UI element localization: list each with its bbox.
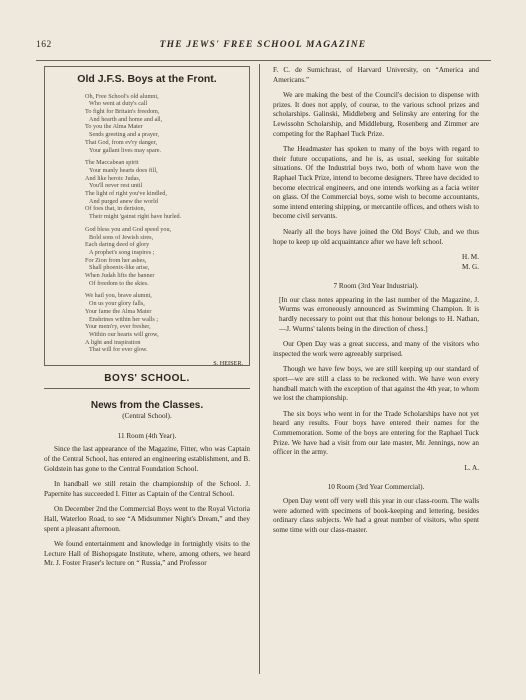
- article-paragraph: We are making the best of the Council's decision to dispense with prizes. It does not apply, of course, to the various school prizes and scholarships. Galinski, Middleberg and Selinsky are entering for the Lewissohn Scholarship, and Middleburg, Rosenberg and Zimmer are competing for the Raphael Tuck Prize.: [273, 91, 479, 138]
- poem-line: Your manly hearts does fill,: [89, 166, 158, 174]
- poem-stanza: [85, 292, 243, 354]
- news-subtitle: (Central School).: [122, 412, 172, 421]
- article-paragraph: F. C. de Sumichrast, of Harvard University, on “America and Americans.”: [273, 66, 479, 84]
- poem-line: When Judah lifts the banner: [85, 272, 155, 280]
- poem-line: The light of right you've kindled,: [85, 190, 167, 198]
- poem-stanza: [85, 226, 243, 288]
- poem-title: Old J.F.S. Boys at the Front.: [77, 73, 217, 85]
- poem-line: To you the Alma Mater: [85, 123, 143, 131]
- poem-line: Each daring deed of glory: [85, 241, 150, 249]
- poem-line: And hearth and home and all,: [89, 115, 163, 123]
- editorial-note: [In our class notes appearing in the last number of the Magazine, J. Wurms was erroneously announced as Swimming Champion. It is hardly necessary to point out that this honour belongs to H. Nathan,—J. Wurms' talents being in the direction of chess.]: [279, 295, 479, 333]
- poem-line: A light and inspiration: [85, 338, 141, 346]
- room-heading: 10 Room (3rd Year Commercial).: [327, 483, 425, 492]
- article-paragraph: Though we have few boys, we are still keeping up our standard of sport—we are still a class to be reckoned with. We have won every handball match with the exception of that against the 4th year, to whom we lost the championship.: [273, 365, 479, 403]
- poem-line: For Zion from her ashes,: [85, 256, 147, 264]
- article-paragraph: Since the last appearance of the Magazine, Fitter, who was Captain of the Central School, has entered an engineering establishment, and B. Goldstein has gone to the Central Foundation School.: [44, 445, 250, 473]
- poem-line: A prophet's song inspires ;: [89, 248, 155, 256]
- poem-line: And like heroic Judas,: [85, 174, 141, 182]
- article-paragraph: Nearly all the boys have joined the Old Boys' Club, and we thus hope to keep up old acquaintance after we have left school.: [273, 227, 479, 246]
- column-divider: [259, 64, 260, 674]
- poem-line: Bold sons of Jewish sires,: [89, 233, 154, 241]
- right-column: [273, 66, 479, 541]
- section-title: BOYS' SCHOOL.: [104, 373, 190, 384]
- signature: M. G.: [462, 262, 479, 271]
- poem-line: Of freedom to the skies.: [89, 279, 149, 287]
- signature: H. M.: [462, 253, 479, 262]
- article-paragraph: The six boys who went in for the Trade Scholarships have not yet heard any results. Four boys have entered their names for the Commemoration. Some of the boys are entering for the Raphael Tuck Prize. We have had a visit from our late master, Mr. Jennings, now an officer in the army.: [273, 409, 479, 457]
- room-heading: 11 Room (4th Year).: [117, 431, 177, 440]
- page-header: [36, 40, 490, 50]
- poem-line: Enshrines within her walls ;: [89, 315, 159, 323]
- poem-line: And purged anew the world: [89, 197, 158, 205]
- room-heading: 7 Room (3rd Year Industrial).: [333, 282, 419, 291]
- poem-line: The Maccabean spirit: [85, 159, 139, 167]
- page-number: 162: [36, 40, 52, 50]
- poem-line: Your fame the Alma Mater: [85, 307, 152, 315]
- news-title: News from the Classes.: [90, 399, 204, 411]
- magazine-title: THE JEWS' FREE SCHOOL MAGAZINE: [159, 40, 367, 50]
- poem-line: Who went at duty's call: [89, 100, 148, 108]
- section-rule: [44, 388, 250, 389]
- poem-stanza: [85, 93, 243, 155]
- poem-line: Of foes that, in derision,: [85, 205, 146, 213]
- article-paragraph: In handball we still retain the championship of the School. J. Papernite has succeeded I. Fitter as Captain of the Central School.: [44, 480, 250, 498]
- poem-line: Shall phoenix-like arise,: [89, 264, 150, 272]
- article-paragraph: On December 2nd the Commercial Boys went to the Royal Victoria Hall, Waterloo Road, to see “A Midsummer Night's Dream,” and they spent a pleasant afternoon.: [44, 505, 250, 533]
- article-paragraph: Our Open Day was a great success, and many of the visitors who inspected the work were agreeably surprised.: [273, 340, 479, 358]
- signature: L. A.: [464, 463, 479, 472]
- poem-body: [51, 93, 243, 355]
- poem-line: That will for ever glow.: [89, 346, 148, 354]
- poem-stanza: [85, 159, 243, 221]
- poem-line: Their might 'gainst right have hurled.: [89, 213, 182, 221]
- poem-signature: S. HEISER.: [213, 360, 243, 368]
- poem-line: To fight for Britain's freedom,: [85, 108, 160, 115]
- header-rule: [36, 60, 491, 61]
- poem-box: [44, 66, 250, 366]
- article-paragraph: We found entertainment and knowledge in fortnightly visits to the Lecture Hall of Bishopsgate Institute, where, among others, we heard Mr. J. Foster Fraser's lecture on “ Russia,” and Professor: [44, 540, 250, 568]
- article-paragraph: The Headmaster has spoken to many of the boys with regard to their future occupations, and he is, as usual, seeking for suitable situations. Of the Industrial boys two, both of whom have won the Raphael Tuck Prize, intend to become designers. Three have decided to become electrical engineers, and one intends working as a facia writer on glass. Of the Commercial boys, some wish to become accountants, some intend entering shipping, or mercantile offices, and others wish to become civil servants.: [273, 145, 479, 221]
- poem-line: That God, from ev'ry danger,: [85, 138, 157, 146]
- poem-line: God bless you and God speed you,: [85, 225, 172, 233]
- poem-line: Sends greeting and a prayer,: [89, 131, 160, 139]
- poem-line: Your mem'ry, ever fresher,: [85, 323, 151, 331]
- poem-line: On us your glory falls,: [89, 300, 145, 308]
- left-column: [44, 66, 250, 575]
- poem-line: Within our hearts will grow,: [89, 330, 159, 338]
- poem-line: You'll never rest until: [89, 182, 143, 190]
- poem-line: We hail you, brave alumni,: [85, 292, 152, 300]
- article-paragraph: Open Day went off very well this year in our class-room. The walls were adorned with specimens of book-keeping and lettering, besides ordinary class subjects. We had a great number of visitors, who spent some time with our class-master.: [273, 496, 479, 534]
- poem-line: Oh, Free School's old alumni,: [85, 92, 159, 100]
- poem-line: Your gallant lives may spare.: [89, 146, 162, 154]
